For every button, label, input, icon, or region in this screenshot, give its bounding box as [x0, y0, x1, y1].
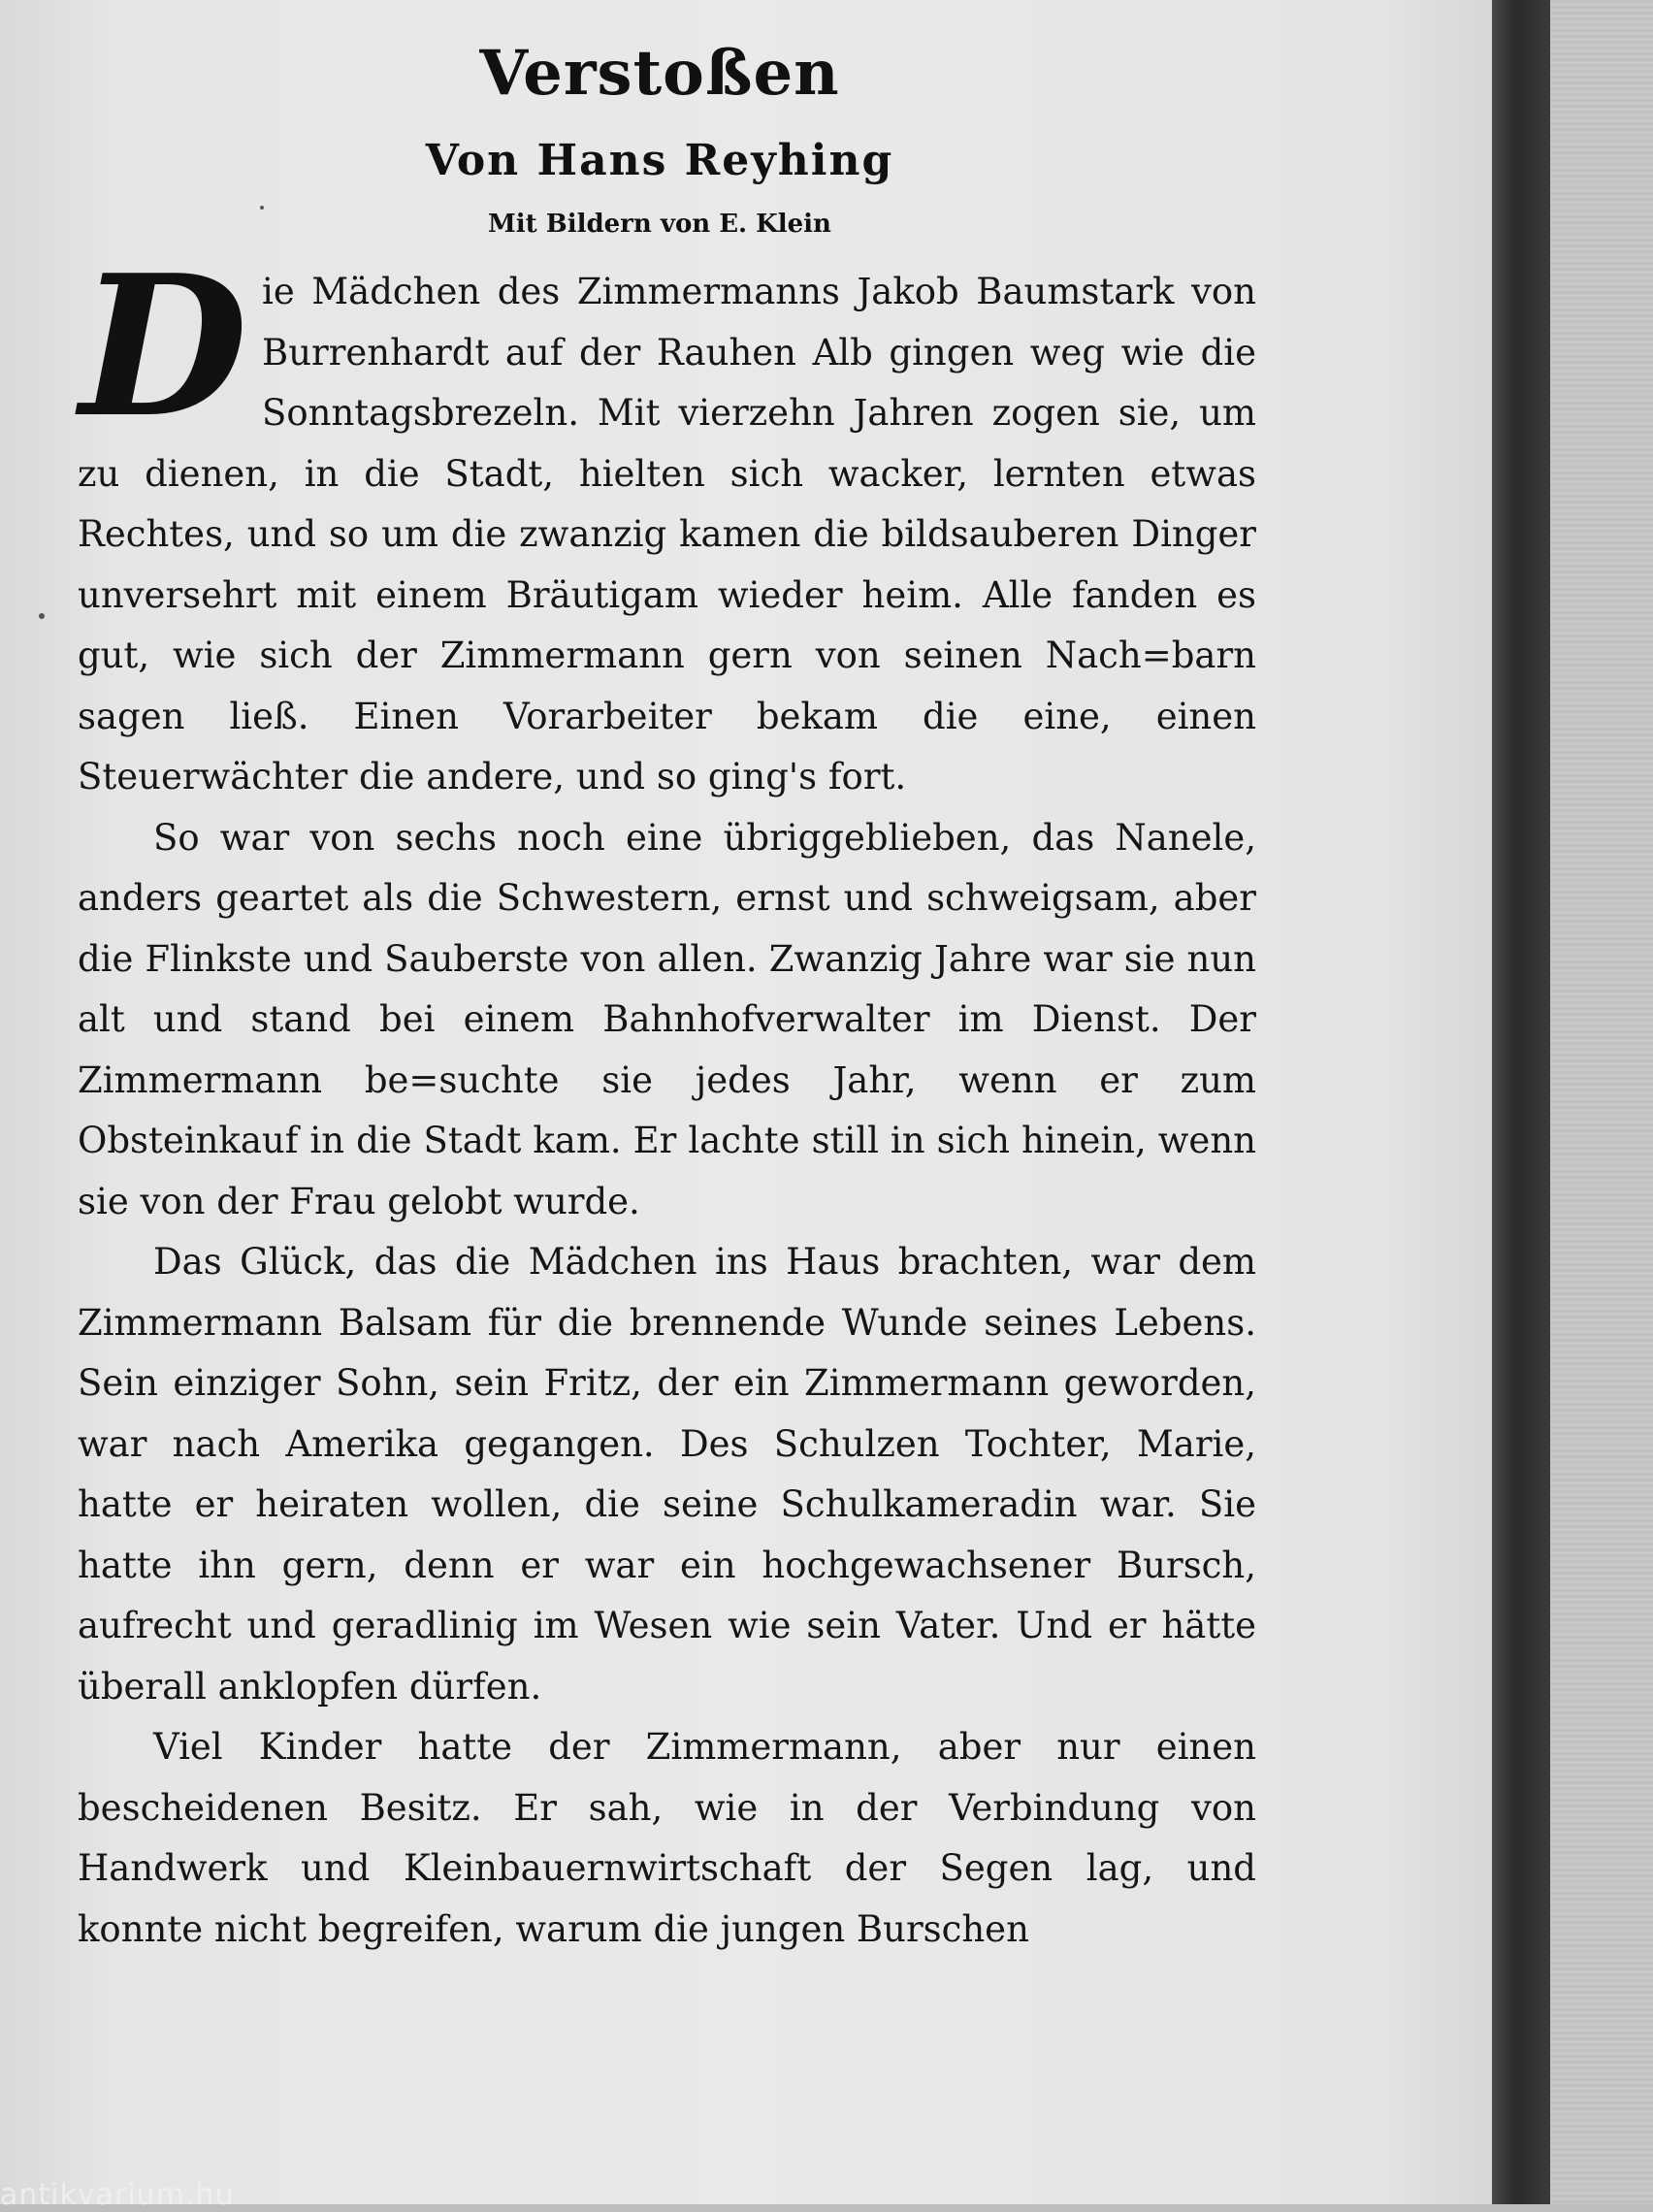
illustration-credit: Mit Bildern von E. Klein	[488, 210, 831, 239]
paragraph-3: Das Glück, das die Mädchen ins Haus brachten, war dem Zimmermann Balsam für die brennende Wunde seines Lebens. Sein einziger Sohn, sein Fritz, der ein Zimmermann geworden, war nach Amerika gegangen. Des Schulzen Tochter, Marie, hatte er heiraten wollen, die seine Schulkameradin war. Sie hatte ihn gern, denn er war ein hochgewachsener Bursch, aufrecht und geradlinig im Wesen wie sein Vater. Und er hätte überall anklopfen dürfen.	[78, 1241, 1256, 1708]
article-author: Von Hans Reyhing	[425, 136, 894, 185]
book-spine-shadow	[1492, 0, 1550, 2204]
paper-speck	[260, 206, 264, 210]
article-body	[78, 233, 1256, 1960]
paragraph-1: ie Mädchen des Zimmermanns Jakob Baumstark von Burrenhardt auf der Rauhen Alb gingen weg wie die Sonntagsbrezeln. Mit vierzehn Jahren zogen sie, um zu dienen, in die Stadt, hielten sich wacker, lernten etwas Rechtes, und so um die zwanzig kamen die bildsauberen Dinger unversehrt mit einem Bräutigam wieder heim. Alle fanden es gut, wie sich der Zimmermann gern von seinen Nach=barn sagen ließ. Einen Vorarbeiter bekam die eine, einen Steuerwächter die andere, und so ging's fort.	[78, 271, 1256, 797]
article-title: Verstoßen	[479, 37, 840, 110]
drop-cap: D	[80, 233, 248, 461]
paragraph-4: Viel Kinder hatte der Zimmermann, aber nur einen bescheidenen Besitz. Er sah, wie in der Verbindung von Handwerk und Kleinbauernwirtschaft der Segen lag, und konnte nicht begreifen, warum die jungen Burschen	[78, 1726, 1256, 1950]
paper-speck	[39, 613, 45, 619]
drop-cap-spacer	[78, 233, 262, 461]
watermark: antikvarium.hu	[0, 2178, 235, 2212]
next-page-edge	[1550, 0, 1653, 2204]
paragraph-2: So war von sechs noch eine übriggeblieben, das Nanele, anders geartet als die Schwestern, ernst und schweigsam, aber die Flinkste und Sauberste von allen. Zwanzig Jahre war sie nun alt und stand bei einem Bahnhofverwalter im Dienst. Der Zimmermann be=suchte sie jedes Jahr, wenn er zum Obsteinkauf in die Stadt kam. Er lachte still in sich hinein, wenn sie von der Frau gelobt wurde.	[78, 816, 1256, 1222]
